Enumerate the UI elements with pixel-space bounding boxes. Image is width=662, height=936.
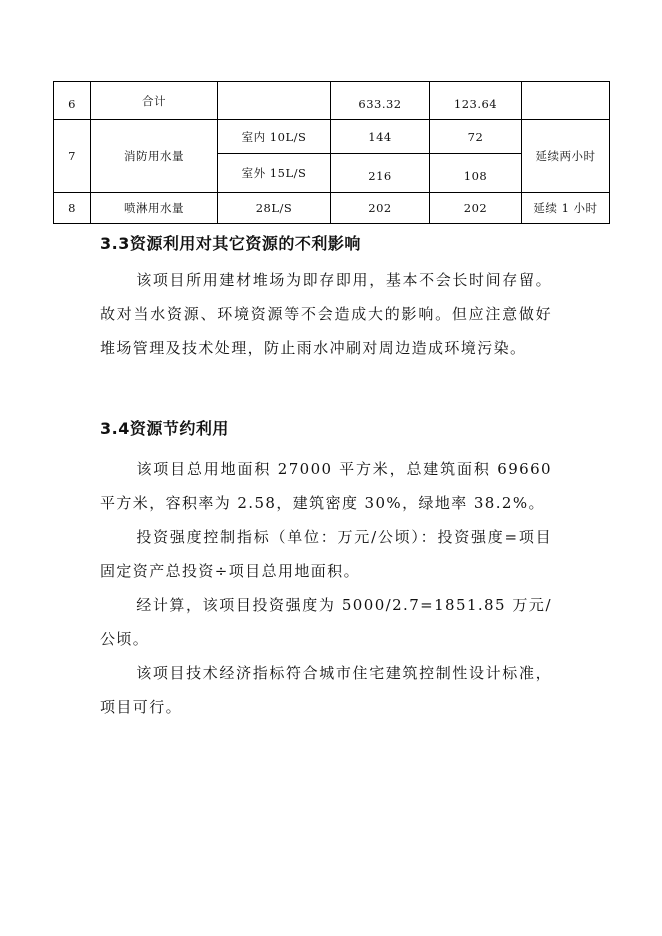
row-item: 喷淋用水量 [91, 193, 218, 224]
row-value-2: 108 [430, 154, 522, 193]
row-value-2: 72 [430, 120, 522, 154]
water-usage-table [53, 81, 610, 224]
row-item: 消防用水量 [91, 120, 218, 193]
row-note [522, 82, 610, 120]
row-spec: 室内 10L/S [218, 120, 331, 154]
table-row-7 [54, 120, 610, 154]
row-value-1: 202 [331, 193, 430, 224]
paragraph-text: 投资强度控制指标（单位：万元/公顷）：投资强度=项目固定资产总投资÷项目总用地面积。 [100, 528, 552, 580]
paragraph-text: 该项目技术经济指标符合城市住宅建筑控制性设计标准，项目可行。 [100, 664, 552, 716]
section-3-4-paragraph-1 [100, 452, 552, 520]
section-3-4-paragraph-3 [100, 588, 552, 656]
row-number: 8 [54, 193, 91, 224]
row-note: 延续两小时 [522, 120, 610, 193]
row-item: 合计 [91, 82, 218, 120]
row-value-1: 633.32 [331, 82, 430, 120]
row-note: 延续 1 小时 [522, 193, 610, 224]
row-spec: 28L/S [218, 193, 331, 224]
table-row-6 [54, 82, 610, 120]
paragraph-text: 经计算，该项目投资强度为 5000/2.7=1851.85 万元/公顷。 [100, 596, 552, 648]
paragraph-text: 该项目总用地面积 27000 平方米，总建筑面积 69660 平方米，容积率为 2.58，建筑密度 30%，绿地率 38.2%。 [100, 460, 552, 512]
row-value-2: 123.64 [430, 82, 522, 120]
section-3-4-paragraph-4 [100, 656, 552, 724]
row-spec: 室外 15L/S [218, 154, 331, 193]
section-3-3-paragraph [100, 263, 552, 365]
section-3-4-heading: 3.4资源节约利用 [100, 419, 229, 438]
section-3-4-paragraph-2 [100, 520, 552, 588]
row-value-2: 202 [430, 193, 522, 224]
row-value-1: 144 [331, 120, 430, 154]
row-value-1: 216 [331, 154, 430, 193]
row-number: 6 [54, 82, 91, 120]
row-spec [218, 82, 331, 120]
table-row-8 [54, 193, 610, 224]
section-3-3-heading: 3.3资源利用对其它资源的不利影响 [100, 234, 361, 253]
paragraph-text: 该项目所用建材堆场为即存即用，基本不会长时间存留。故对当水资源、环境资源等不会造成大的影响。但应注意做好堆场管理及技术处理，防止雨水冲刷对周边造成环境污染。 [100, 271, 552, 357]
row-number: 7 [54, 120, 91, 193]
